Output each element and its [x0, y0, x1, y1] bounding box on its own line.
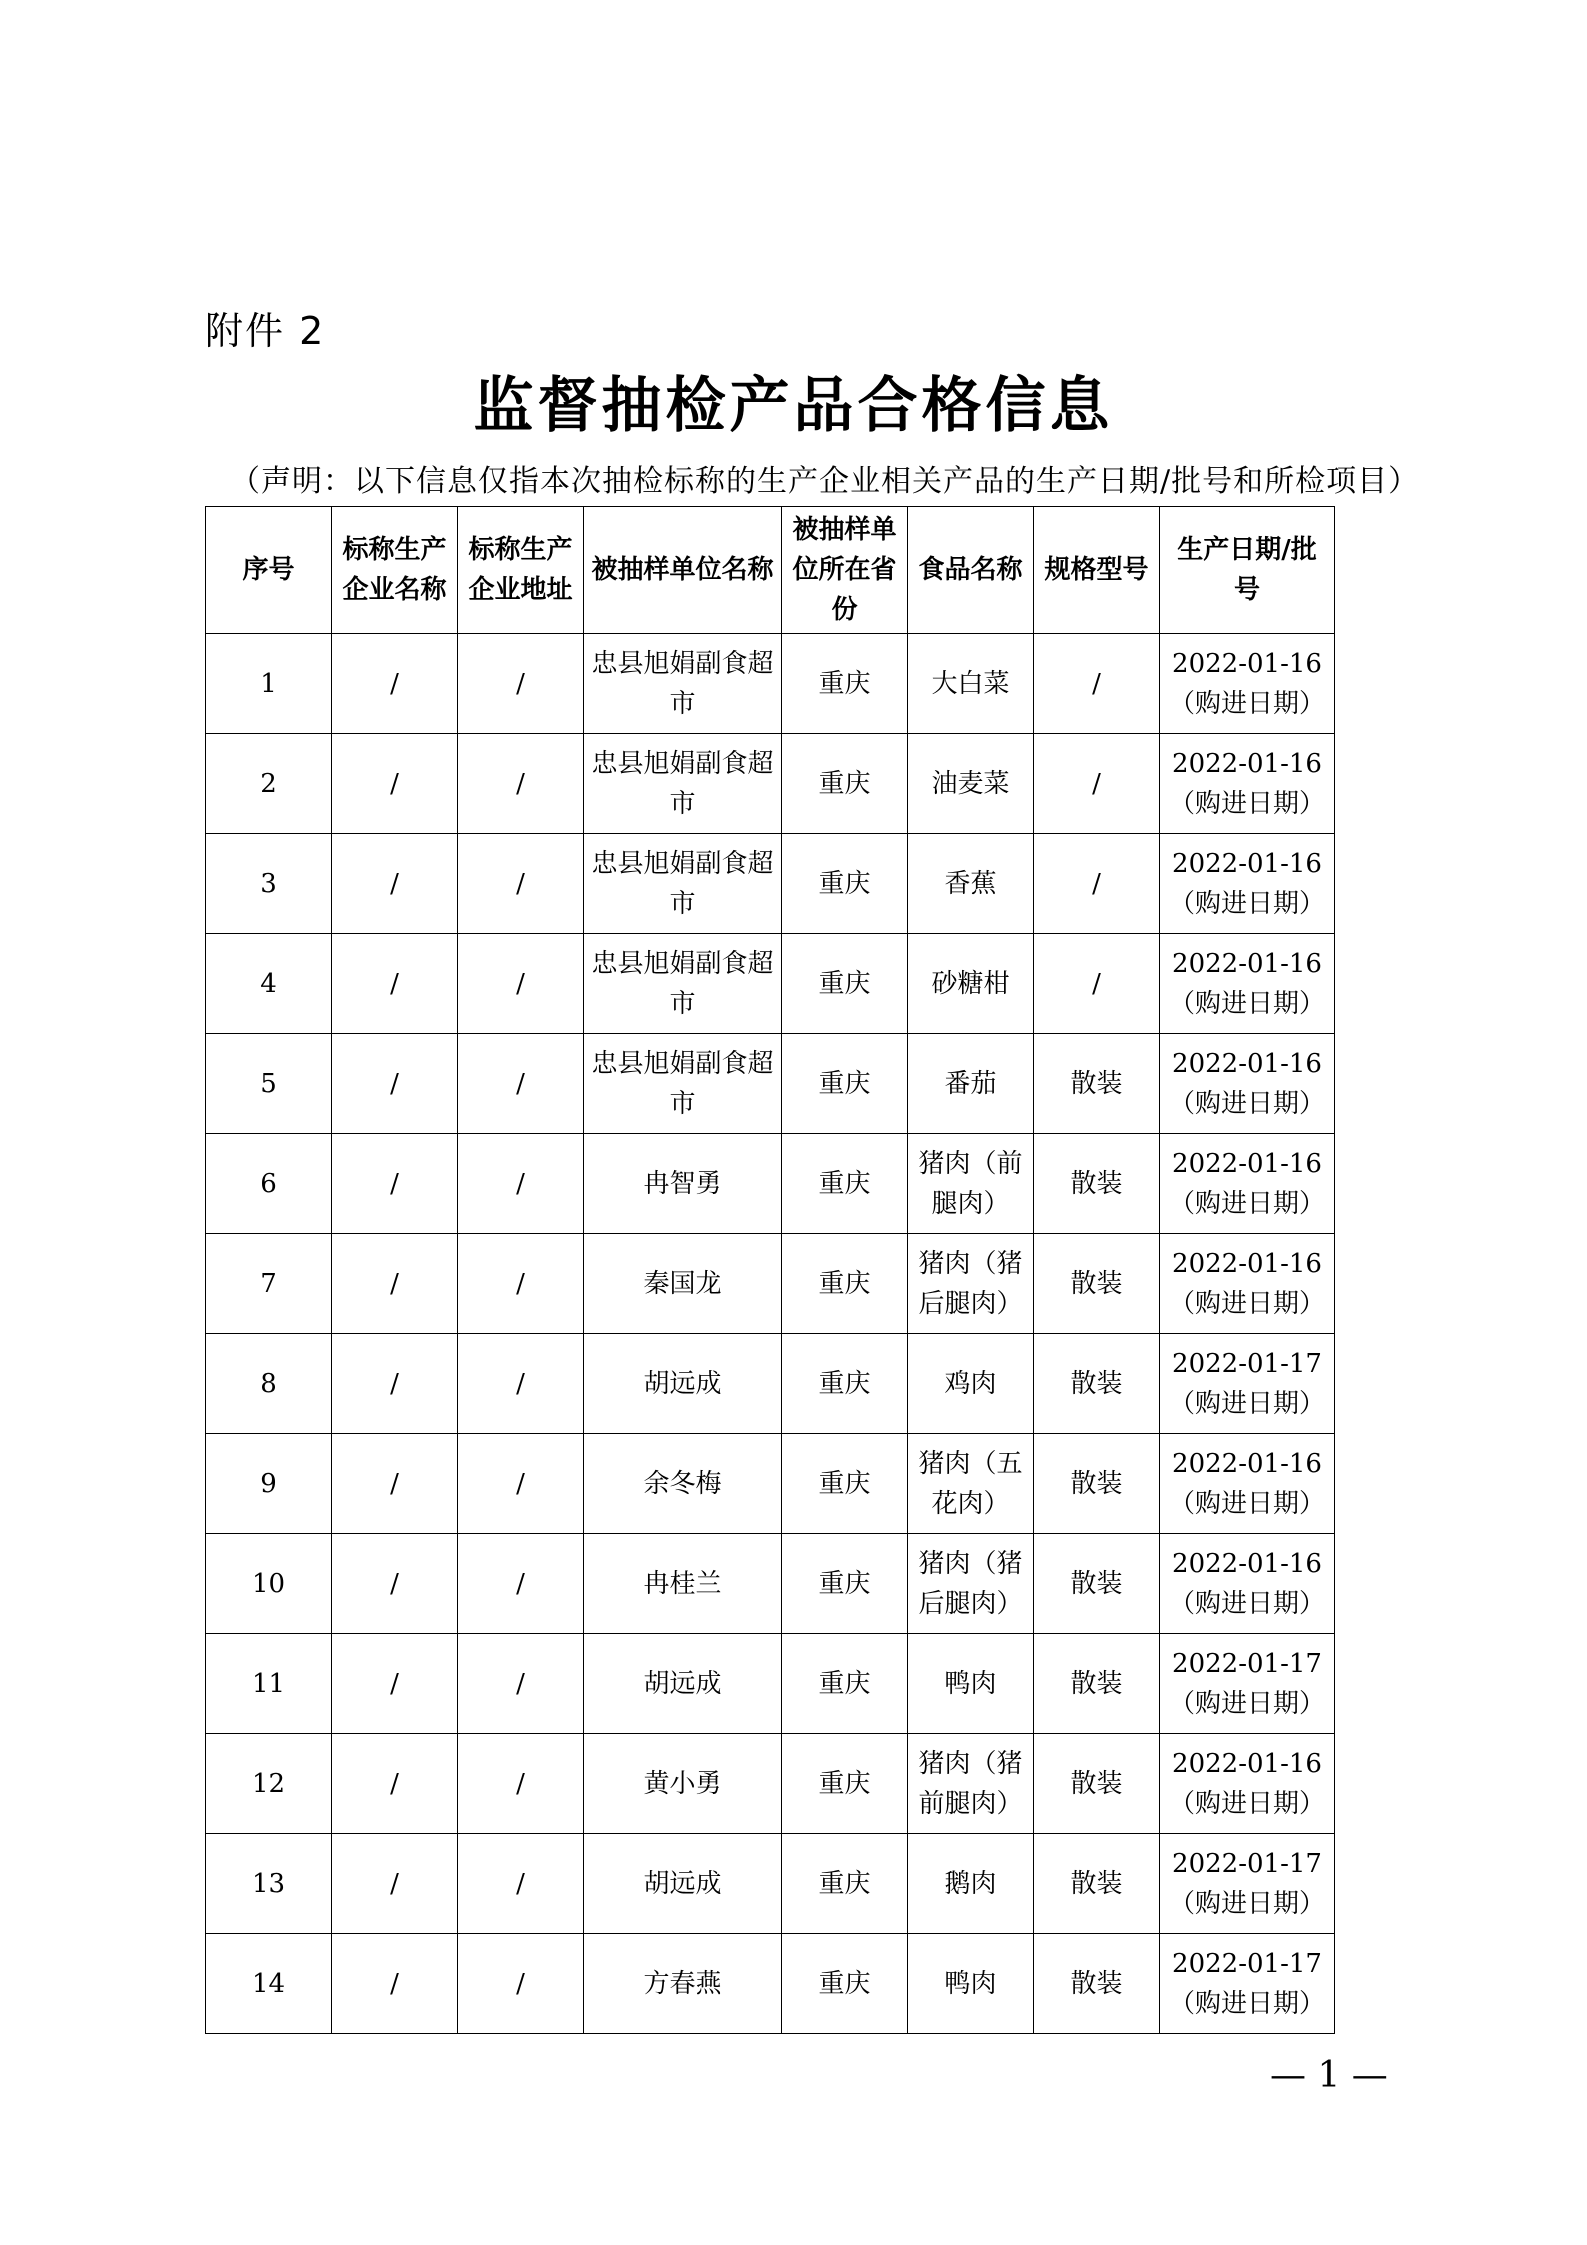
cell-province: 重庆 [782, 1534, 908, 1634]
table-row [206, 1234, 1335, 1334]
cell-province: 重庆 [782, 1434, 908, 1534]
cell-mfr-name: / [332, 1634, 458, 1734]
col-header-mfr-addr: 标称生产企业地址 [458, 507, 584, 634]
cell-date: 2022-01-16（购进日期） [1160, 734, 1335, 834]
attachment-label: 附件 2 [205, 309, 326, 353]
cell-mfr-addr: / [458, 834, 584, 934]
cell-spec: 散装 [1034, 1134, 1160, 1234]
cell-mfr-addr: / [458, 934, 584, 1034]
cell-date: 2022-01-17（购进日期） [1160, 1634, 1335, 1734]
cell-unit: 忠县旭娟副食超市 [584, 1034, 782, 1134]
cell-unit: 余冬梅 [584, 1434, 782, 1534]
cell-food: 大白菜 [908, 634, 1034, 734]
cell-food: 猪肉（猪后腿肉） [908, 1534, 1034, 1634]
table-row [206, 1434, 1335, 1534]
cell-province: 重庆 [782, 834, 908, 934]
cell-food: 鸭肉 [908, 1634, 1034, 1734]
cell-date: 2022-01-17（购进日期） [1160, 1834, 1335, 1934]
cell-no: 4 [206, 934, 332, 1034]
cell-date: 2022-01-16（购进日期） [1160, 1234, 1335, 1334]
cell-food: 猪肉（猪前腿肉） [908, 1734, 1034, 1834]
cell-province: 重庆 [782, 1934, 908, 2034]
cell-mfr-name: / [332, 934, 458, 1034]
cell-unit: 冉智勇 [584, 1134, 782, 1234]
cell-mfr-name: / [332, 734, 458, 834]
table-row [206, 834, 1335, 934]
col-header-date: 生产日期/批号 [1160, 507, 1335, 634]
cell-spec: / [1034, 934, 1160, 1034]
cell-food: 油麦菜 [908, 734, 1034, 834]
cell-mfr-name: / [332, 1934, 458, 2034]
cell-mfr-addr: / [458, 1734, 584, 1834]
table-row [206, 934, 1335, 1034]
table-row [206, 634, 1335, 734]
cell-unit: 忠县旭娟副食超市 [584, 934, 782, 1034]
cell-unit: 胡远成 [584, 1834, 782, 1934]
cell-province: 重庆 [782, 1034, 908, 1134]
table-row [206, 734, 1335, 834]
cell-mfr-addr: / [458, 1134, 584, 1234]
cell-mfr-addr: / [458, 1334, 584, 1434]
cell-mfr-name: / [332, 634, 458, 734]
cell-date: 2022-01-16（购进日期） [1160, 634, 1335, 734]
cell-food: 猪肉（前腿肉） [908, 1134, 1034, 1234]
cell-date: 2022-01-16（购进日期） [1160, 1134, 1335, 1234]
cell-spec: 散装 [1034, 1734, 1160, 1834]
table-row [206, 1034, 1335, 1134]
cell-date: 2022-01-16（购进日期） [1160, 834, 1335, 934]
disclaimer-note: （声明：以下信息仅指本次抽检标称的生产企业相关产品的生产日期/批号和所检项目） [230, 464, 1420, 499]
table-row [206, 1634, 1335, 1734]
cell-date: 2022-01-16（购进日期） [1160, 934, 1335, 1034]
cell-mfr-addr: / [458, 1834, 584, 1934]
col-header-mfr-name: 标称生产企业名称 [332, 507, 458, 634]
cell-food: 猪肉（五花肉） [908, 1434, 1034, 1534]
cell-province: 重庆 [782, 934, 908, 1034]
cell-date: 2022-01-16（购进日期） [1160, 1034, 1335, 1134]
page-number: — 1 — [1270, 2055, 1388, 2096]
cell-mfr-name: / [332, 1034, 458, 1134]
table-header-row [206, 507, 1335, 634]
cell-mfr-name: / [332, 1434, 458, 1534]
cell-spec: 散装 [1034, 1834, 1160, 1934]
cell-mfr-addr: / [458, 1434, 584, 1534]
cell-food: 香蕉 [908, 834, 1034, 934]
cell-province: 重庆 [782, 1234, 908, 1334]
cell-food: 猪肉（猪后腿肉） [908, 1234, 1034, 1334]
cell-mfr-name: / [332, 1834, 458, 1934]
cell-province: 重庆 [782, 1834, 908, 1934]
cell-no: 6 [206, 1134, 332, 1234]
cell-date: 2022-01-16（购进日期） [1160, 1534, 1335, 1634]
cell-province: 重庆 [782, 1734, 908, 1834]
table-row [206, 1734, 1335, 1834]
cell-date: 2022-01-17（购进日期） [1160, 1334, 1335, 1434]
cell-spec: 散装 [1034, 1334, 1160, 1434]
cell-mfr-name: / [332, 1534, 458, 1634]
cell-province: 重庆 [782, 734, 908, 834]
cell-province: 重庆 [782, 1134, 908, 1234]
cell-mfr-addr: / [458, 634, 584, 734]
cell-mfr-addr: / [458, 1034, 584, 1134]
document-title: 监督抽检产品合格信息 [473, 371, 1114, 441]
cell-date: 2022-01-16（购进日期） [1160, 1734, 1335, 1834]
cell-no: 13 [206, 1834, 332, 1934]
cell-food: 鸡肉 [908, 1334, 1034, 1434]
cell-food: 番茄 [908, 1034, 1034, 1134]
cell-mfr-name: / [332, 1134, 458, 1234]
cell-mfr-addr: / [458, 1634, 584, 1734]
col-header-no: 序号 [206, 507, 332, 634]
col-header-unit: 被抽样单位名称 [584, 507, 782, 634]
cell-unit: 胡远成 [584, 1634, 782, 1734]
cell-no: 12 [206, 1734, 332, 1834]
cell-no: 1 [206, 634, 332, 734]
cell-food: 鹅肉 [908, 1834, 1034, 1934]
cell-no: 7 [206, 1234, 332, 1334]
cell-mfr-addr: / [458, 1534, 584, 1634]
cell-date: 2022-01-17（购进日期） [1160, 1934, 1335, 2034]
cell-mfr-name: / [332, 1334, 458, 1434]
cell-spec: / [1034, 734, 1160, 834]
cell-no: 9 [206, 1434, 332, 1534]
cell-mfr-addr: / [458, 734, 584, 834]
cell-province: 重庆 [782, 1634, 908, 1734]
table-row [206, 1534, 1335, 1634]
table-body [206, 634, 1335, 2034]
cell-spec: 散装 [1034, 1034, 1160, 1134]
cell-spec: / [1034, 834, 1160, 934]
cell-unit: 方春燕 [584, 1934, 782, 2034]
table-row [206, 1834, 1335, 1934]
col-header-spec: 规格型号 [1034, 507, 1160, 634]
cell-no: 11 [206, 1634, 332, 1734]
cell-no: 3 [206, 834, 332, 934]
cell-unit: 冉桂兰 [584, 1534, 782, 1634]
cell-mfr-addr: / [458, 1934, 584, 2034]
cell-unit: 忠县旭娟副食超市 [584, 834, 782, 934]
cell-mfr-name: / [332, 1234, 458, 1334]
col-header-food: 食品名称 [908, 507, 1034, 634]
cell-mfr-name: / [332, 834, 458, 934]
table-row [206, 1134, 1335, 1234]
cell-no: 10 [206, 1534, 332, 1634]
cell-spec: 散装 [1034, 1434, 1160, 1534]
cell-spec: 散装 [1034, 1634, 1160, 1734]
table-row [206, 1334, 1335, 1434]
cell-no: 2 [206, 734, 332, 834]
cell-mfr-addr: / [458, 1234, 584, 1334]
cell-unit: 黄小勇 [584, 1734, 782, 1834]
cell-spec: 散装 [1034, 1934, 1160, 2034]
cell-unit: 忠县旭娟副食超市 [584, 634, 782, 734]
table-row [206, 1934, 1335, 2034]
cell-mfr-name: / [332, 1734, 458, 1834]
cell-province: 重庆 [782, 1334, 908, 1434]
col-header-province: 被抽样单位所在省份 [782, 507, 908, 634]
cell-unit: 胡远成 [584, 1334, 782, 1434]
cell-no: 5 [206, 1034, 332, 1134]
cell-unit: 忠县旭娟副食超市 [584, 734, 782, 834]
cell-no: 8 [206, 1334, 332, 1434]
cell-province: 重庆 [782, 634, 908, 734]
cell-no: 14 [206, 1934, 332, 2034]
inspection-table [205, 506, 1335, 2034]
cell-unit: 秦国龙 [584, 1234, 782, 1334]
cell-food: 鸭肉 [908, 1934, 1034, 2034]
cell-date: 2022-01-16（购进日期） [1160, 1434, 1335, 1534]
cell-spec: / [1034, 634, 1160, 734]
cell-spec: 散装 [1034, 1534, 1160, 1634]
cell-food: 砂糖柑 [908, 934, 1034, 1034]
cell-spec: 散装 [1034, 1234, 1160, 1334]
